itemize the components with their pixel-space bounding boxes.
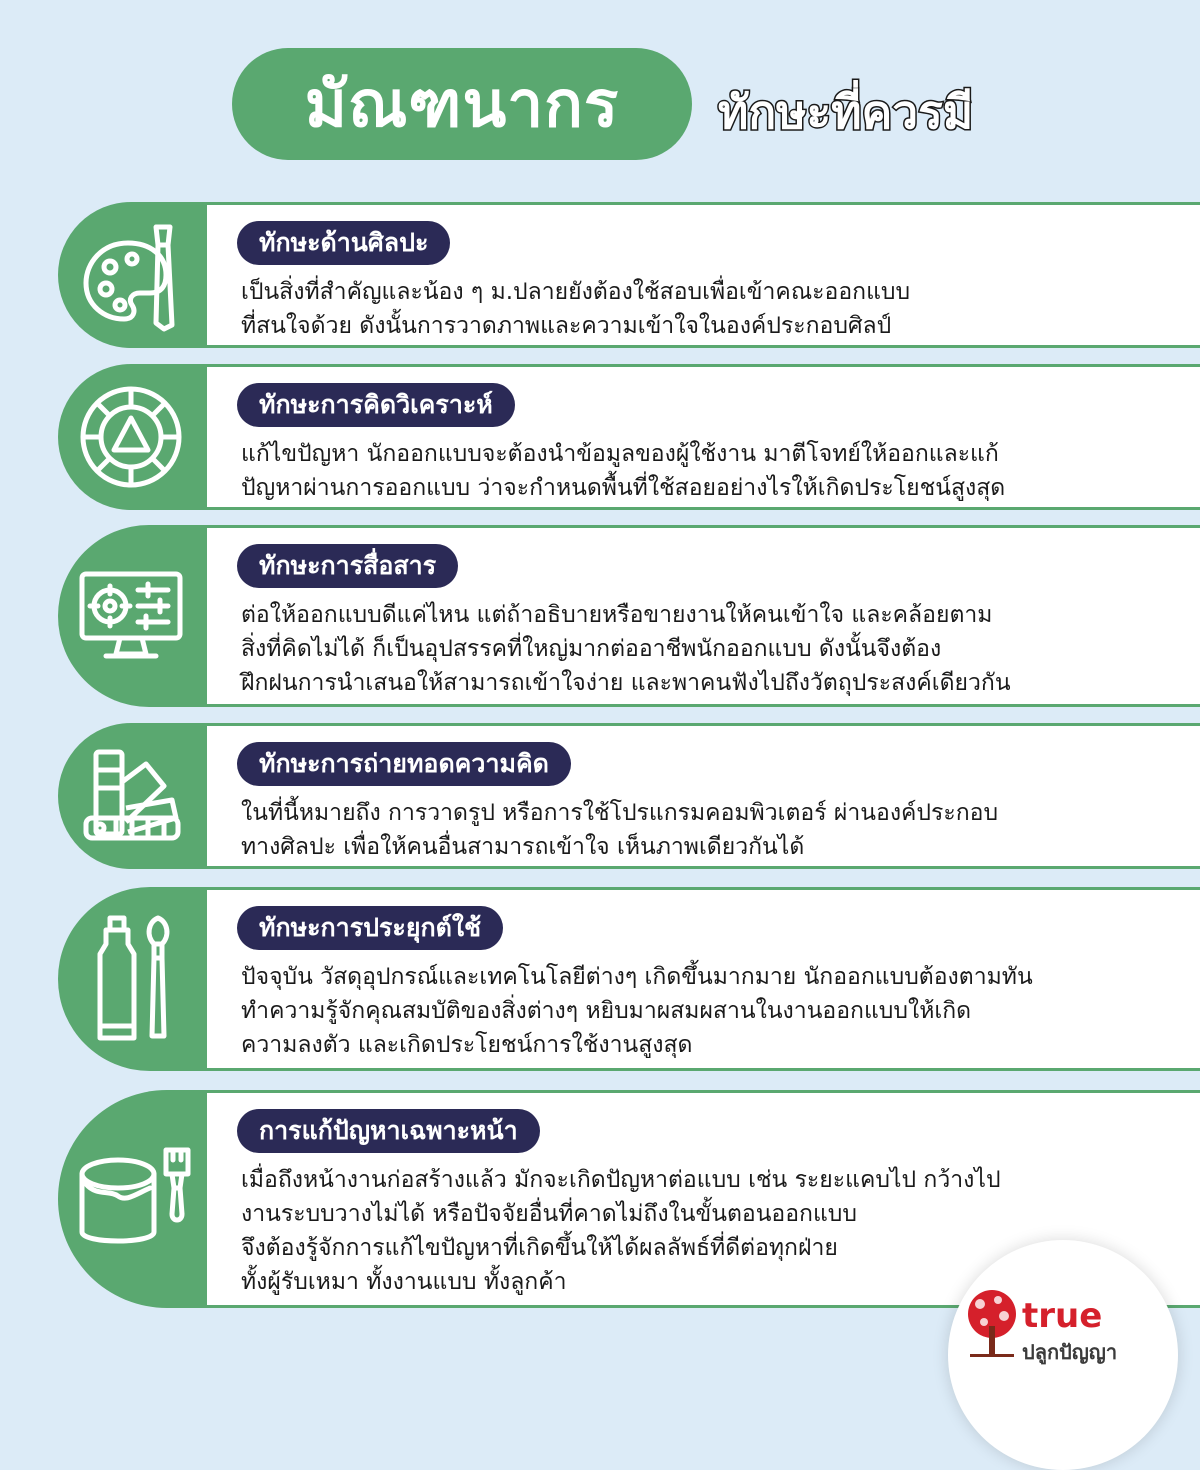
skill-card [204,887,1200,1071]
skill-section-art [0,202,1200,348]
description-line: ฝึกฝนการนำเสนอให้สามารถเข้าใจง่าย และพาคนฟังไปถึงวัตถุประสงค์เดียวกัน [241,670,1011,696]
paint-tube-brush-icon [76,914,186,1044]
skill-description [241,796,1180,864]
title-pill [232,48,692,160]
description-line: ต่อให้ออกแบบดีแค่ไหน แต่ถ้าอธิบายหรือขายงานให้คนเข้าใจ และคล้อยตาม [241,602,993,628]
description-line: ปัญหาผ่านการออกแบบ ว่าจะกำหนดพื้นที่ใช้สอยอย่างไรให้เกิดประโยชน์สูงสุด [241,475,1006,501]
skill-description [241,275,1180,343]
description-line: ความลงตัว และเกิดประโยชน์การใช้งานสูงสุด [241,1032,693,1058]
skill-heading-badge: ทักษะด้านศิลปะ [237,221,450,265]
description-line: ในที่นี้หมายถึง การวาดรูป หรือการใช้โปรแกรมคอมพิวเตอร์ ผ่านองค์ประกอบ [241,800,999,826]
description-line: ทำความรู้จักคุณสมบัติของสิ่งต่างๆ หยิบมาผสมผสานในงานออกแบบให้เกิด [241,998,972,1024]
description-line: ทางศิลปะ เพื่อให้คนอื่นสามารถเข้าใจ เห็นภาพเดียวกันได้ [241,834,805,860]
skill-description [241,960,1180,1062]
description-line: สิ่งที่คิดไม่ได้ ก็เป็นอุปสรรคที่ใหญ่มากต่ออาชีพนักออกแบบ ดังนั้นจึงต้อง [241,636,942,662]
palette-brush-icon [76,215,186,335]
logo-brand-text: true [1022,1296,1103,1336]
skill-card [204,525,1200,707]
skill-card [204,723,1200,869]
description-line: งานระบบวางไม่ได้ หรือปัจจัยอื่นที่คาดไม่ถึงในขั้นตอนออกแบบ [241,1201,858,1227]
skill-heading-badge: ทักษะการประยุกต์ใช้ [237,906,503,950]
color-wheel-triangle-icon [76,382,186,492]
color-swatch-fan-icon [76,746,186,846]
description-line: เป็นสิ่งที่สำคัญและน้อง ๆ ม.ปลายยังต้องใช้สอบเพื่อเข้าคณะออกแบบ [241,279,911,305]
description-line: เมื่อถึงหน้างานก่อสร้างแล้ว มักจะเกิดปัญหาต่อแบบ เช่น ระยะแคบไป กว้างไป [241,1167,1001,1193]
skill-card [204,202,1200,348]
skill-heading-badge: ทักษะการคิดวิเคราะห์ [237,383,515,427]
skill-heading-badge: ทักษะการถ่ายทอดความคิด [237,742,571,786]
skill-section-communication [0,525,1200,707]
description-line: จึงต้องรู้จักการแก้ไขปัญหาที่เกิดขึ้นให้ได้ผลลัพธ์ที่ดีต่อทุกฝ่าย [241,1235,838,1261]
description-line: แก้ไขปัญหา นักออกแบบจะต้องนำข้อมูลของผู้ใช้งาน มาตีโจทย์ให้ออกและแก้ [241,441,999,467]
skill-section-expression [0,723,1200,869]
skill-section-analysis [0,364,1200,510]
description-line: ที่สนใจด้วย ดังนั้นการวาดภาพและความเข้าใจในองค์ประกอบศิลป์ [241,313,892,339]
skill-heading-badge: ทักษะการสื่อสาร [237,544,458,588]
monitor-settings-icon [76,566,186,666]
skill-section-application [0,887,1200,1071]
description-line: ปัจจุบัน วัสดุอุปกรณ์และเทคโนโลยีต่างๆ เกิดขึ้นมากมาย นักออกแบบต้องตามทัน [241,964,1033,990]
description-line: ทั้งผู้รับเหมา ทั้งงานแบบ ทั้งลูกค้า [241,1269,567,1295]
true-tree-logo-icon [962,1286,1022,1366]
skill-card [204,364,1200,510]
skill-description [241,598,1180,700]
paint-bucket-brush-icon [76,1144,196,1254]
true-plook-panya-logo [948,1240,1178,1470]
skill-heading-badge: การแก้ปัญหาเฉพาะหน้า [237,1109,540,1153]
page-subtitle: ทักษะที่ควรมี [718,85,974,139]
skill-description [241,437,1180,505]
page-title: มัณฑนากร [304,68,620,142]
logo-sub-text: ปลูกปัญญา [1022,1340,1118,1364]
